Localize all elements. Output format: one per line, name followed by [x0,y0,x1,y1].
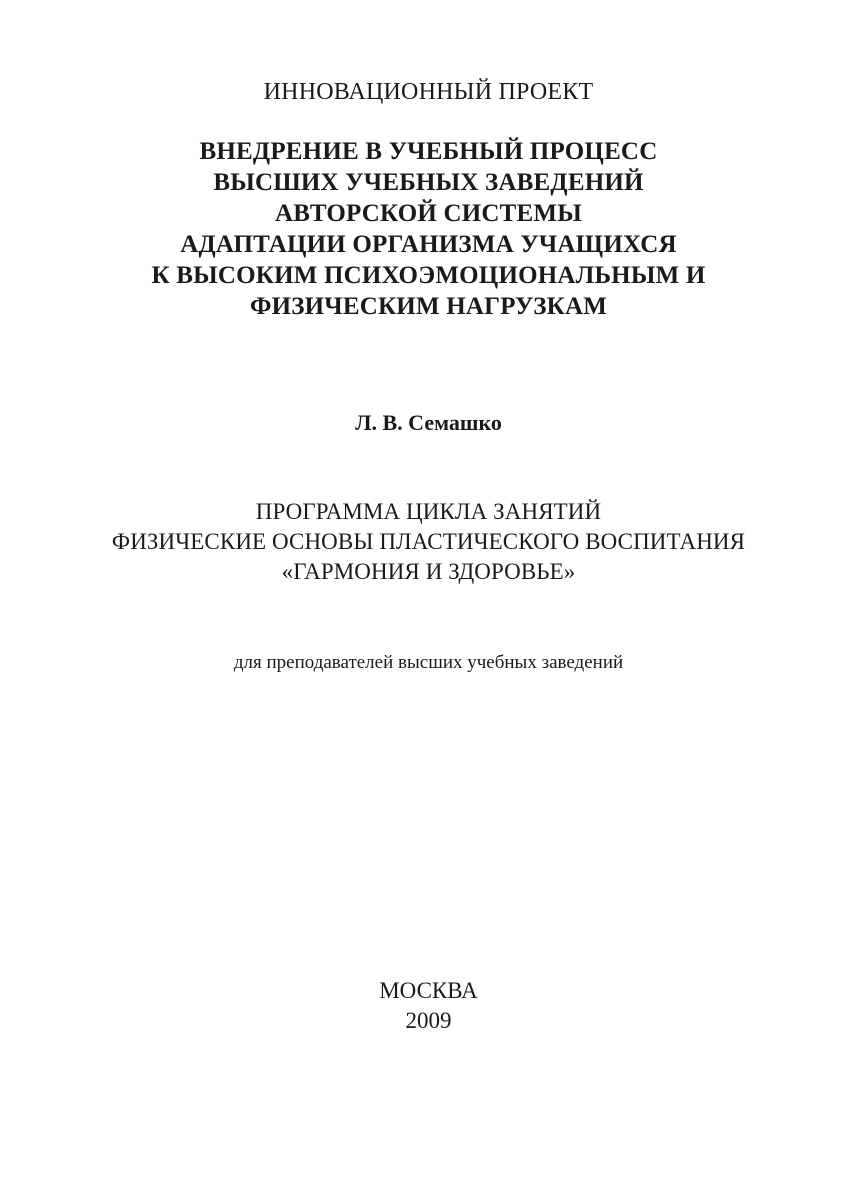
project-label: ИННОВАЦИОННЫЙ ПРОЕКТ [263,79,594,105]
title-line: ФИЗИЧЕСКИМ НАГРУЗКАМ [249,293,608,320]
title-line: ВНЕДРЕНИЕ В УЧЕБНЫЙ ПРОЦЕСС [199,138,658,165]
imprint-year: 2009 [405,1008,452,1033]
program-line: ФИЗИЧЕСКИЕ ОСНОВЫ ПЛАСТИЧЕСКОГО ВОСПИТАНИЯ [111,529,746,554]
target-audience: для преподавателей высших учебных заведений [233,652,624,673]
program-line: «ГАРМОНИЯ И ЗДОРОВЬЕ» [281,559,576,584]
program-line: ПРОГРАММА ЦИКЛА ЗАНЯТИЙ [255,499,602,524]
title-line: ВЫСШИХ УЧЕБНЫХ ЗАВЕДЕНИЙ [213,169,644,196]
imprint-city: МОСКВА [379,978,478,1003]
title-line: К ВЫСОКИМ ПСИХОЭМОЦИОНАЛЬНЫМ И [151,262,706,289]
title-line: АДАПТАЦИИ ОРГАНИЗМА УЧАЩИХСЯ [180,231,677,258]
main-title [0,136,857,322]
author-name: Л. В. Семашко [355,410,502,435]
title-line: АВТОРСКОЙ СИСТЕМЫ [275,200,582,227]
program-title [0,497,857,587]
